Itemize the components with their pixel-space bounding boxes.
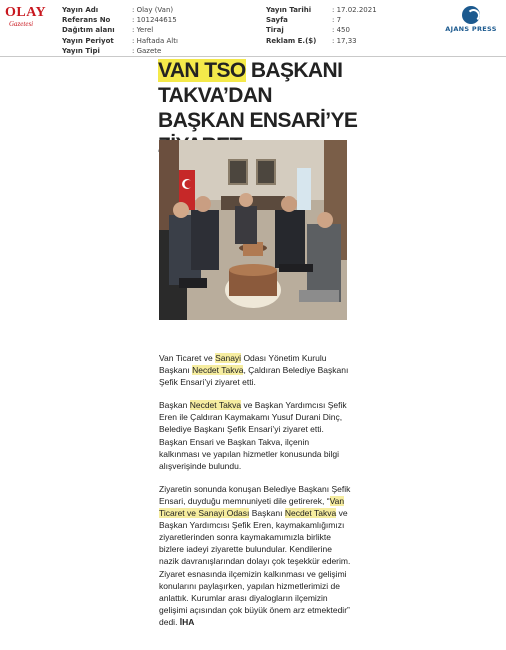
highlighted-term: Van Ticaret ve Sanayi Odası [159, 495, 345, 519]
article-paragraph [159, 399, 351, 472]
meta-right-value: : 7 [332, 16, 342, 25]
meta-right-row [266, 15, 377, 25]
paragraph-text: Başkanı [249, 508, 285, 519]
highlighted-term: Necdet Takva [189, 400, 242, 411]
meta-left-row [62, 5, 178, 15]
meta-right-label: Reklam E.($) [266, 36, 317, 45]
article-paragraph [159, 352, 351, 388]
header-divider [0, 56, 506, 57]
meta-left-label: Dağıtım alanı [62, 26, 115, 35]
meta-right-label: Sayfa [266, 16, 288, 25]
paragraph-text: Ziyaretin sonunda konuşan Belediye Başkanı Şefik Ensari, duyduğu memnuniyeti dile getirerek, “ [159, 483, 351, 506]
meta-left-value: : 101244615 [132, 16, 177, 25]
meta-right-value: : 17,33 [332, 36, 357, 45]
meta-left-label: Yayın Tipi [62, 46, 100, 55]
meta-left-label: Referans No [62, 16, 111, 25]
paragraph-text: , Çaldıran Belediye Başkanı Şefik Ensari’yi ziyaret etti. [159, 365, 349, 388]
paragraph-text: Başkan [159, 400, 190, 411]
meta-right-label: Yayın Tarihi [266, 6, 312, 14]
article-photo [159, 140, 347, 320]
newspaper-logo [5, 6, 51, 28]
meta-left-row [62, 15, 178, 25]
agency-logo [442, 6, 500, 33]
article-paragraph [159, 483, 351, 628]
highlighted-term: Necdet Takva [192, 365, 244, 376]
meta-left-label: Yayın Periyot [62, 36, 114, 45]
paragraph-text: Van Ticaret ve [159, 353, 216, 363]
headline-text: BAŞKANI TAKVA’DAN BAŞKAN ENSARİ’YE [158, 59, 358, 132]
meta-left-row [62, 46, 178, 56]
highlighted-term: Sanayi [215, 353, 242, 363]
paragraph-text: ve Başkan Yardımcısı Şefik Eren, kaymakamlığımızı ziyaretlerinden sonra kaymakamımızla birlikte bizlere iadeyi ziyarette bulundular. Kendilerine nazik davranışlarından dolayı çok teşekkür ederim. Ziyaret esnasında ilçemizin kalkınması ve gelişimi konularını paylaşırken, yapılan hizmetlerimizi de anlattık. Kurumlar arası diyalogların ilçemizin gelişimi açısından çok büyük önem arz etmektedir” dedi. [159, 508, 351, 627]
meta-left-label: Yayın Adı [62, 6, 99, 14]
logo-main: OLAY [5, 5, 47, 20]
meta-left-value: : Gazete [132, 46, 162, 55]
agency-name: AJANS PRESS [445, 25, 497, 33]
publication-meta-right [266, 5, 377, 46]
headline-highlight: VAN TSO [158, 59, 246, 82]
meta-right-row [266, 5, 377, 15]
meta-left-value: : Haftada Altı [132, 36, 178, 45]
paragraph-text: Odası Yönetim Kurulu Başkanı [159, 353, 327, 376]
meta-right-label: Tiraj [266, 26, 284, 35]
meta-right-row [266, 25, 377, 35]
agency-icon [462, 6, 480, 24]
meta-right-row [266, 36, 377, 46]
source-credit: İHA [179, 616, 195, 627]
meta-right-value: : 450 [332, 26, 350, 35]
clipping-header [0, 0, 506, 58]
logo-sub: Gazetesi [9, 20, 34, 28]
meta-right-value: : 17.02.2021 [332, 6, 377, 14]
meta-left-row [62, 25, 178, 35]
meta-left-value: : Olay (Van) [132, 6, 174, 14]
paragraph-text: ve Başkan Yardımcısı Şefik Eren ile Çaldıran Kaymakamı Yusuf Durani Dinç, Belediye Başkanı Şefik Ensari’yi ziyaret etti. Başkan Ensari ve Başkan Takva, ilçenin kalkınması ve yapılan hizmetler konusunda bilgi alışverişinde bulundu. [159, 400, 347, 471]
highlighted-term: Necdet Takva [284, 508, 337, 519]
article-body [159, 352, 351, 639]
publication-meta-left [62, 5, 178, 56]
meta-left-row [62, 36, 178, 46]
meta-left-value: : Yerel [132, 26, 154, 35]
